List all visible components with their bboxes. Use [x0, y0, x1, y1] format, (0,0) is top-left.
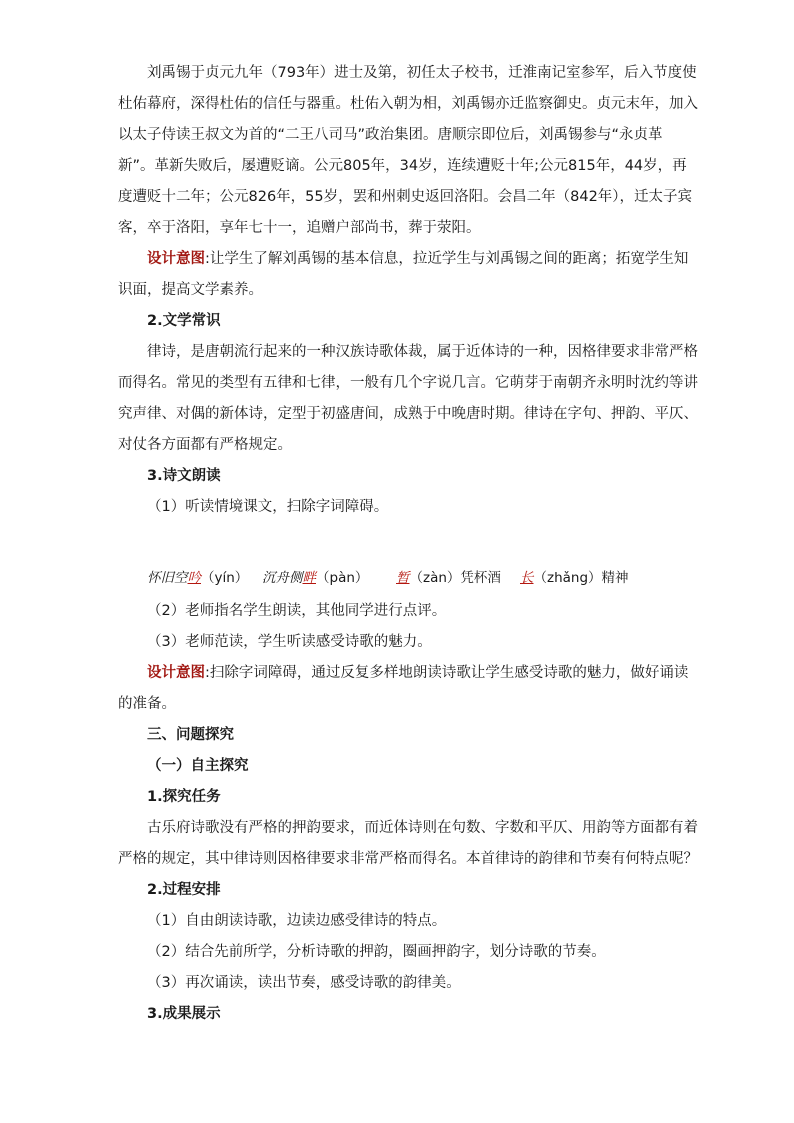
design-intent-text: :让学生了解刘禹锡的基本信息，拉近学生与刘禹锡之间的距离；拓宽学生知 — [205, 251, 689, 267]
reading-step-2: （2）老师指名学生朗读，其他同学进行点评。 — [147, 603, 447, 619]
section-heading-literary: 2.文学常识 — [147, 313, 221, 329]
bio-line: 以太子侍读王叔文为首的“二王八司马”政治集团。唐顺宗即位后，刘禹锡参与“永贞革 — [118, 127, 663, 143]
reading-step-3: （3）老师范读，学生听读感受诗歌的魅力。 — [147, 634, 432, 650]
heading-process: 2.过程安排 — [147, 882, 221, 898]
bio-line: 客，卒于洛阳，享年七十一，追赠户部尚书，葬于荥阳。 — [118, 220, 481, 236]
pronunciation-item: 怀旧空吟（yín） — [147, 570, 249, 586]
paragraph-line: 究声律、对偶的新体诗，定型于初盛唐间，成熟于中晚唐时期。律诗在字句、押韵、平仄、 — [118, 406, 698, 422]
pronunciation-item: 暂（zàn）凭杯酒 — [396, 570, 501, 586]
heading-results: 3.成果展示 — [147, 1006, 221, 1022]
pronunciation-item: 沉舟侧畔（pàn） — [262, 570, 369, 586]
design-intent-1 — [147, 244, 688, 275]
subheading-self-inquiry: （一）自主探究 — [147, 758, 249, 774]
highlight-char: 畔 — [302, 570, 316, 586]
paragraph-line: 而得名。常见的类型有五律和七律，一般有几个字说几言。它萌芽于南朝齐永明时沈约等讲 — [118, 375, 698, 391]
design-intent-label: 设计意图 — [147, 251, 205, 267]
reading-step-1: （1）听读情境课文，扫除字词障碍。 — [147, 499, 389, 515]
design-intent-label: 设计意图 — [147, 665, 205, 681]
design-intent-2 — [147, 658, 688, 689]
highlight-char: 吟 — [187, 570, 201, 586]
process-step: （2）结合先前所学，分析诗歌的押韵，圈画押韵字，划分诗歌的节奏。 — [147, 944, 606, 960]
paragraph-line: 对仗各方面都有严格规定。 — [118, 437, 292, 453]
process-step: （3）再次诵读，读出节奏，感受诗歌的韵律美。 — [147, 975, 461, 991]
part-heading-inquiry: 三、问题探究 — [147, 727, 234, 743]
paragraph-line: 律诗，是唐朝流行起来的一种汉族诗歌体裁，属于近体诗的一种，因格律要求非常严格 — [147, 344, 698, 360]
design-intent-2-cont: 的准备。 — [118, 696, 176, 712]
bio-line: 杜佑幕府，深得杜佑的信任与器重。杜佑入朝为相，刘禹锡亦迁监察御史。贞元末年，加入 — [118, 96, 698, 112]
paragraph-line: 古乐府诗歌没有严格的押韵要求，而近体诗则在句数、字数和平仄、用韵等方面都有着 — [147, 820, 698, 836]
heading-task: 1.探究任务 — [147, 789, 221, 805]
process-step: （1）自由朗读诗歌，边读边感受律诗的特点。 — [147, 913, 447, 929]
highlight-char: 暂 — [396, 570, 410, 586]
bio-line: 新”。革新失败后，屡遭贬谪。公元805年，34岁，连续遭贬十年;公元815年，44岁，再 — [118, 158, 687, 174]
design-intent-text: :扫除字词障碍，通过反复多样地朗读诗歌让学生感受诗歌的魅力，做好诵读 — [205, 665, 689, 681]
section-heading-reading: 3.诗文朗读 — [147, 468, 221, 484]
design-intent-1-cont: 识面，提高文学素养。 — [118, 282, 263, 298]
paragraph-line: 严格的规定，其中律诗则因格律要求非常严格而得名。本首律诗的韵律和节奏有何特点呢？ — [118, 851, 698, 867]
highlight-char: 长 — [520, 570, 534, 586]
bio-line: 刘禹锡于贞元九年（793年）进士及第，初任太子校书，迁淮南记室参军，后入节度使 — [147, 65, 697, 81]
pronunciation-item: 长（zhǎng）精神 — [520, 570, 629, 586]
bio-line: 度遭贬十二年；公元826年，55岁，罢和州刺史返回洛阳。会昌二年（842年），迁太子宾 — [118, 189, 693, 205]
